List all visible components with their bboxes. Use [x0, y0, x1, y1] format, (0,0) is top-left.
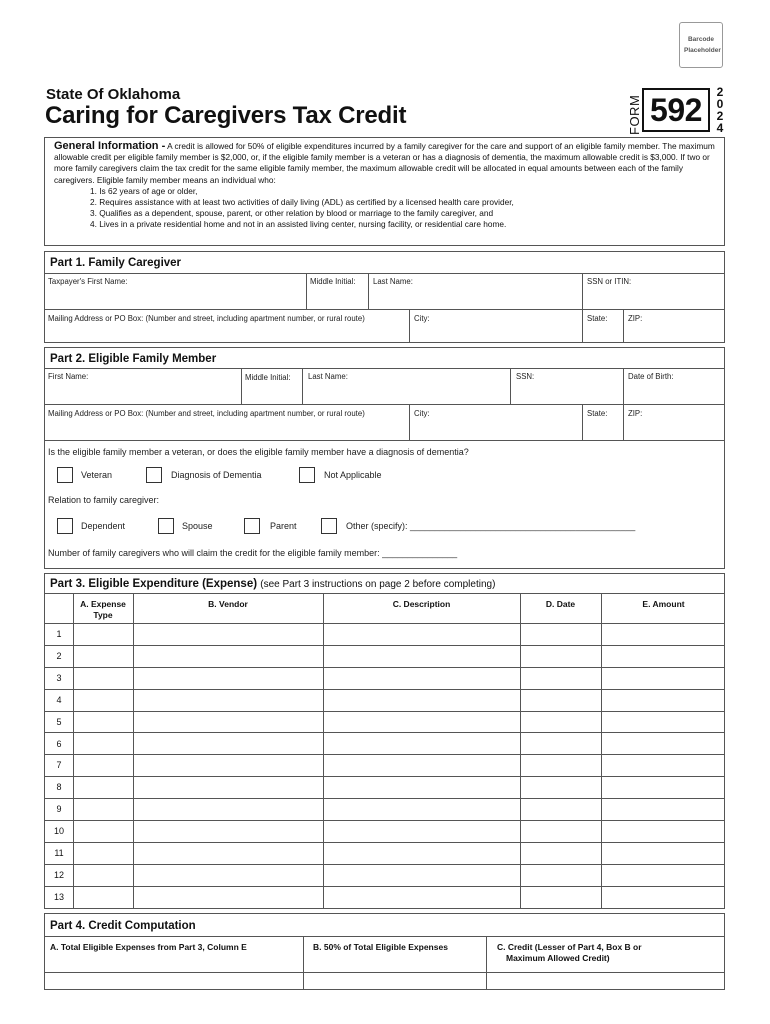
amount-cell[interactable]	[601, 820, 725, 842]
expense-type-cell[interactable]	[73, 689, 133, 711]
amount-cell[interactable]	[601, 667, 725, 689]
date-cell[interactable]	[520, 645, 601, 667]
form-number: 592	[642, 88, 710, 132]
vendor-cell[interactable]	[133, 754, 323, 776]
dementia-label: Diagnosis of Dementia	[171, 470, 262, 480]
date-cell[interactable]	[520, 733, 601, 755]
description-cell[interactable]	[323, 711, 520, 733]
expense-type-cell[interactable]	[73, 886, 133, 908]
row-number: 10	[53, 826, 64, 837]
date-cell[interactable]	[520, 754, 601, 776]
credit-amount-line2: Maximum Allowed Credit)	[506, 953, 610, 963]
dependent-label: Dependent	[81, 521, 126, 531]
member-ssn-field[interactable]: SSN:	[516, 372, 535, 381]
year-digit: 0	[716, 97, 724, 111]
table-row	[45, 842, 725, 864]
general-heading: General Information -	[54, 140, 166, 152]
table-row	[45, 820, 725, 842]
description-cell[interactable]	[323, 776, 520, 798]
spouse-label: Spouse	[182, 521, 213, 531]
year-digit: 4	[716, 121, 724, 135]
row-number: 5	[56, 716, 62, 727]
col-vendor-header: B. Vendor	[208, 599, 248, 609]
row-number: 4	[56, 694, 62, 705]
col-description-header: C. Description	[392, 599, 451, 609]
vendor-cell[interactable]	[133, 776, 323, 798]
vendor-cell[interactable]	[133, 711, 323, 733]
date-cell[interactable]	[520, 864, 601, 886]
spouse-checkbox[interactable]	[158, 518, 174, 534]
part4-credit-computation	[44, 913, 725, 990]
expense-type-cell[interactable]	[73, 733, 133, 755]
description-cell[interactable]	[323, 623, 520, 645]
description-cell[interactable]	[323, 798, 520, 820]
caregiver-city-field[interactable]: City:	[414, 314, 430, 323]
credit-fifty-percent-header: B. 50% of Total Eligible Expenses	[313, 942, 448, 952]
part4-title: Part 4. Credit Computation	[50, 920, 196, 932]
description-cell[interactable]	[323, 689, 520, 711]
vendor-cell[interactable]	[133, 645, 323, 667]
parent-label: Parent	[270, 521, 297, 531]
other-specify-field[interactable]: Other (specify): _____________________________________________	[346, 521, 636, 531]
form-label: FORM	[627, 94, 642, 135]
table-row	[45, 864, 725, 886]
amount-cell[interactable]	[601, 623, 725, 645]
caregiver-count-field[interactable]: Number of family caregivers who will claim the credit for the eligible family member: _______________	[48, 548, 458, 558]
date-cell[interactable]	[520, 798, 601, 820]
expense-type-cell[interactable]	[73, 645, 133, 667]
description-cell[interactable]	[323, 864, 520, 886]
total-expenses-input[interactable]	[45, 972, 303, 990]
amount-cell[interactable]	[601, 798, 725, 820]
caregiver-last-name-field[interactable]: Last Name:	[373, 277, 413, 286]
relation-label: Relation to family caregiver:	[48, 495, 160, 505]
part3-eligible-expenditure	[44, 573, 725, 909]
description-cell[interactable]	[323, 820, 520, 842]
amount-cell[interactable]	[601, 776, 725, 798]
expense-type-cell[interactable]	[73, 864, 133, 886]
caregiver-first-name-field[interactable]: Taxpayer's First Name:	[48, 277, 128, 286]
member-state-field[interactable]: State:	[587, 409, 608, 418]
member-middle-initial-field[interactable]: Middle Initial:	[245, 373, 291, 382]
eligibility-item: 2. Requires assistance with at least two activities of daily living (ADL) as certified by a licensed health care provider,	[90, 197, 514, 208]
vendor-cell[interactable]	[133, 842, 323, 864]
amount-cell[interactable]	[601, 886, 725, 908]
eligibility-item: 4. Lives in a private residential home and not in an assisted living center, nursing facility, or residential care home.	[90, 219, 507, 230]
table-row	[45, 776, 725, 798]
description-cell[interactable]	[323, 733, 520, 755]
form-title: Caring for Caregivers Tax Credit	[45, 102, 407, 129]
row-number: 13	[53, 891, 64, 902]
veteran-label: Veteran	[81, 470, 113, 480]
date-cell[interactable]	[520, 842, 601, 864]
eligibility-item: 1. Is 62 years of age or older,	[90, 185, 198, 196]
description-cell[interactable]	[323, 886, 520, 908]
amount-cell[interactable]	[601, 754, 725, 776]
not-applicable-label: Not Applicable	[324, 470, 382, 480]
amount-cell[interactable]	[601, 864, 725, 886]
col-expense-type-line1: A. Expense	[80, 599, 126, 609]
vendor-cell[interactable]	[133, 798, 323, 820]
row-number: 6	[56, 738, 62, 749]
part1-family-caregiver	[44, 251, 725, 343]
date-cell[interactable]	[520, 689, 601, 711]
col-date-header: D. Date	[545, 599, 576, 609]
part2-title: Part 2. Eligible Family Member	[50, 353, 217, 365]
fifty-percent-input[interactable]	[303, 972, 486, 990]
amount-cell[interactable]	[601, 645, 725, 667]
caregiver-address-field[interactable]: Mailing Address or PO Box: (Number and street, including apartment number, or rural route)	[48, 314, 365, 323]
description-cell[interactable]	[323, 842, 520, 864]
vendor-cell[interactable]	[133, 733, 323, 755]
row-number: 11	[54, 848, 64, 858]
other-checkbox[interactable]	[321, 518, 337, 534]
date-cell[interactable]	[520, 886, 601, 908]
amount-cell[interactable]	[601, 689, 725, 711]
part3-title-row	[50, 578, 495, 590]
veteran-question: Is the eligible family member a veteran, or does the eligible family member have a diagnosis of dementia?	[48, 447, 469, 457]
date-cell[interactable]	[520, 623, 601, 645]
dependent-checkbox[interactable]	[57, 518, 73, 534]
expense-type-cell[interactable]	[73, 623, 133, 645]
col-expense-type-line2: Type	[93, 610, 113, 620]
table-row	[45, 754, 725, 776]
row-number: 8	[56, 782, 62, 793]
row-number: 2	[56, 650, 62, 661]
vendor-cell[interactable]	[133, 667, 323, 689]
expense-type-cell[interactable]	[73, 820, 133, 842]
expense-type-cell[interactable]	[73, 798, 133, 820]
part2-eligible-family-member	[44, 347, 725, 569]
table-row	[45, 645, 725, 667]
parent-checkbox[interactable]	[244, 518, 260, 534]
credit-amount-input[interactable]	[486, 972, 725, 990]
part1-title: Part 1. Family Caregiver	[50, 257, 182, 269]
expense-type-cell[interactable]	[73, 711, 133, 733]
table-row	[45, 689, 725, 711]
vendor-cell[interactable]	[133, 623, 323, 645]
date-cell[interactable]	[520, 711, 601, 733]
member-address-field[interactable]: Mailing Address or PO Box: (Number and street, including apartment number, or rural route)	[48, 409, 365, 418]
amount-cell[interactable]	[601, 842, 725, 864]
table-row	[45, 623, 725, 645]
table-row	[45, 711, 725, 733]
general-text: A credit is allowed for 50% of eligible expenditures incurred by a family caregiver for the care and support of an eligible family member. The maximum allowable credit per eligible family member is $2,000, or, if the eligible family member is a veteran or has a diagnosis of dementia, the maximum allowable credit is $3,000. If two or more family caregivers claim the tax credit for the same eligible family member, the maximum allowable credit will be allocated in equal amounts between each of the family caregivers. Eligible family member means an individual who:	[54, 141, 715, 185]
caregiver-middle-initial-field[interactable]: Middle Initial:	[310, 277, 356, 286]
expense-type-cell[interactable]	[73, 776, 133, 798]
member-dob-field[interactable]: Date of Birth:	[628, 372, 674, 381]
col-expense-type-header	[73, 599, 133, 621]
amount-cell[interactable]	[601, 733, 725, 755]
member-last-name-field[interactable]: Last Name:	[308, 372, 348, 381]
date-cell[interactable]	[520, 667, 601, 689]
barcode-placeholder-text: Barcode Placeholder	[684, 36, 721, 54]
row-number: 9	[56, 804, 62, 815]
row-number: 7	[56, 760, 62, 771]
table-row	[45, 798, 725, 820]
caregiver-ssn-field[interactable]: SSN or ITIN:	[587, 277, 632, 286]
expense-type-cell[interactable]	[73, 667, 133, 689]
row-number: 3	[56, 672, 62, 683]
credit-amount-line1: C. Credit (Lesser of Part 4, Box B or	[497, 942, 642, 952]
table-row	[45, 733, 725, 755]
part3-title: Part 3. Eligible Expenditure (Expense)	[50, 578, 258, 590]
state-name: State Of Oklahoma	[46, 86, 181, 103]
row-number: 1	[56, 629, 62, 639]
amount-cell[interactable]	[601, 711, 725, 733]
part3-subtitle: (see Part 3 instructions on page 2 before completing)	[260, 579, 496, 590]
credit-total-expenses-header: A. Total Eligible Expenses from Part 3, Column E	[50, 942, 247, 952]
member-first-name-field[interactable]: First Name:	[48, 372, 89, 381]
description-cell[interactable]	[323, 645, 520, 667]
vendor-cell[interactable]	[133, 886, 323, 908]
general-information	[44, 137, 725, 246]
year-digit: 2	[716, 109, 724, 123]
barcode-placeholder	[679, 22, 723, 68]
vendor-cell[interactable]	[133, 864, 323, 886]
veteran-checkbox[interactable]	[57, 467, 73, 483]
caregiver-zip-field[interactable]: ZIP:	[628, 314, 643, 323]
table-row	[45, 667, 725, 689]
expense-type-cell[interactable]	[73, 754, 133, 776]
credit-amount-header	[497, 942, 642, 964]
dementia-checkbox[interactable]	[146, 467, 162, 483]
date-cell[interactable]	[520, 820, 601, 842]
col-amount-header: E. Amount	[642, 599, 685, 609]
not-applicable-checkbox[interactable]	[299, 467, 315, 483]
member-city-field[interactable]: City:	[414, 409, 430, 418]
date-cell[interactable]	[520, 776, 601, 798]
eligibility-item: 3. Qualifies as a dependent, spouse, parent, or other relation by blood or marriage to the family caregiver, and	[90, 208, 494, 219]
expense-type-cell[interactable]	[73, 842, 133, 864]
description-cell[interactable]	[323, 667, 520, 689]
table-row	[45, 886, 725, 908]
member-zip-field[interactable]: ZIP:	[628, 409, 643, 418]
description-cell[interactable]	[323, 754, 520, 776]
year-digit: 2	[716, 85, 724, 99]
caregiver-state-field[interactable]: State:	[587, 314, 608, 323]
vendor-cell[interactable]	[133, 689, 323, 711]
row-number: 12	[53, 869, 64, 880]
tax-year	[714, 86, 726, 134]
vendor-cell[interactable]	[133, 820, 323, 842]
